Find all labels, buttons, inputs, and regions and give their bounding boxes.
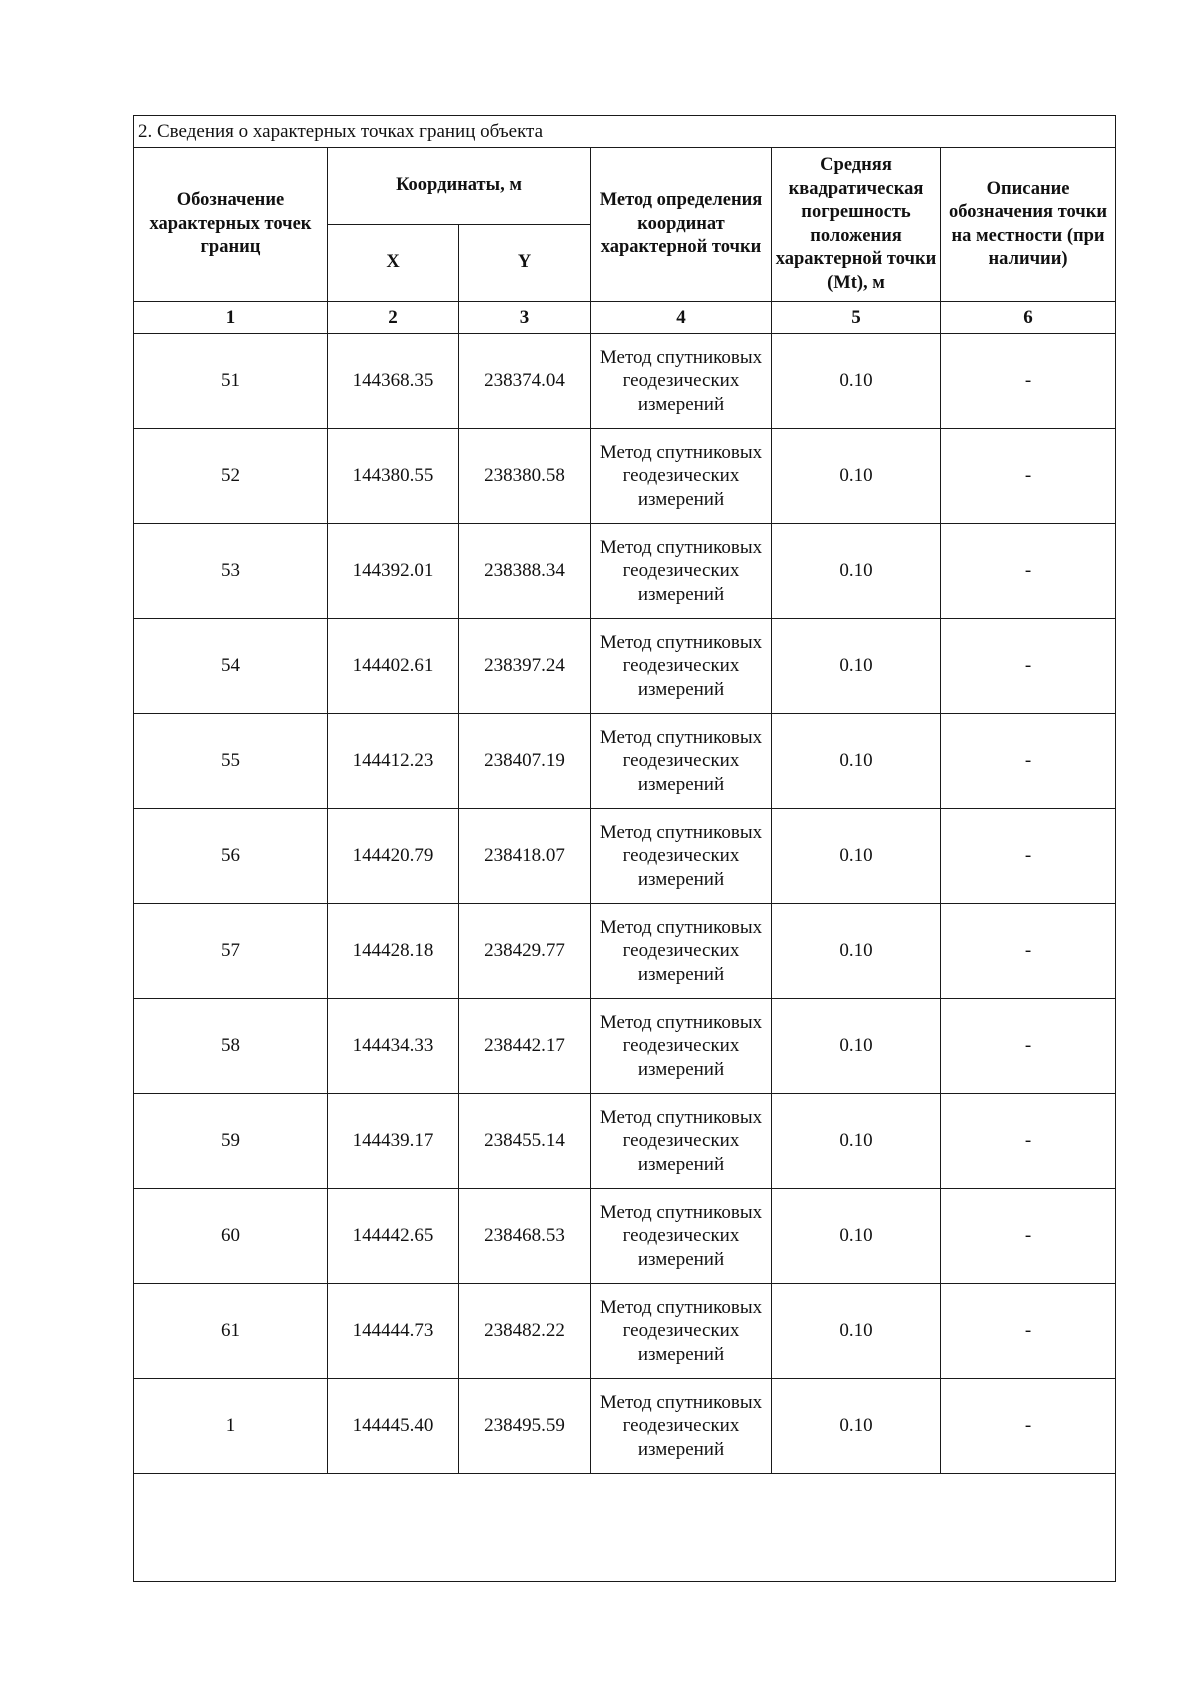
- error-cell: 0.10: [772, 429, 941, 524]
- point-cell: 54: [134, 619, 328, 714]
- header-x: X: [328, 225, 459, 302]
- table-row: [134, 904, 1116, 999]
- point-cell: 56: [134, 809, 328, 904]
- table-row: [134, 1189, 1116, 1284]
- x-coordinate-cell: 144412.23: [328, 714, 459, 809]
- table-row: [134, 1379, 1116, 1474]
- x-coordinate-cell: 144445.40: [328, 1379, 459, 1474]
- table-row: [134, 619, 1116, 714]
- header-y: Y: [459, 225, 591, 302]
- point-cell: 55: [134, 714, 328, 809]
- method-cell: Метод спутниковых геодезических измерений: [591, 334, 772, 429]
- error-cell: 0.10: [772, 809, 941, 904]
- y-coordinate-cell: 238495.59: [459, 1379, 591, 1474]
- point-cell: 58: [134, 999, 328, 1094]
- header-coordinates: Координаты, м: [328, 148, 591, 225]
- method-cell: Метод спутниковых геодезических измерений: [591, 1379, 772, 1474]
- error-cell: 0.10: [772, 334, 941, 429]
- column-number: 5: [772, 302, 941, 334]
- error-cell: 0.10: [772, 1189, 941, 1284]
- header-row-top: [134, 148, 1116, 225]
- method-cell: Метод спутниковых геодезических измерений: [591, 619, 772, 714]
- y-coordinate-cell: 238374.04: [459, 334, 591, 429]
- method-cell: Метод спутниковых геодезических измерений: [591, 904, 772, 999]
- description-cell: -: [941, 999, 1116, 1094]
- column-number: 4: [591, 302, 772, 334]
- header-error: Средняя квадратическая погрешность положения характерной точки (Mt), м: [772, 148, 941, 302]
- point-cell: 60: [134, 1189, 328, 1284]
- y-coordinate-cell: 238482.22: [459, 1284, 591, 1379]
- table-row: [134, 999, 1116, 1094]
- blank-footer-row: [134, 1474, 1116, 1582]
- error-cell: 0.10: [772, 1379, 941, 1474]
- description-cell: -: [941, 619, 1116, 714]
- section-title: 2. Сведения о характерных точках границ объекта: [134, 116, 1116, 148]
- x-coordinate-cell: 144428.18: [328, 904, 459, 999]
- description-cell: -: [941, 904, 1116, 999]
- y-coordinate-cell: 238468.53: [459, 1189, 591, 1284]
- description-cell: -: [941, 524, 1116, 619]
- description-cell: -: [941, 1284, 1116, 1379]
- method-cell: Метод спутниковых геодезических измерений: [591, 999, 772, 1094]
- column-number: 3: [459, 302, 591, 334]
- table-row: [134, 1284, 1116, 1379]
- section-title-row: [134, 116, 1116, 148]
- point-cell: 53: [134, 524, 328, 619]
- y-coordinate-cell: 238442.17: [459, 999, 591, 1094]
- description-cell: -: [941, 429, 1116, 524]
- table-row: [134, 334, 1116, 429]
- blank-footer-cell: [134, 1474, 1116, 1582]
- x-coordinate-cell: 144439.17: [328, 1094, 459, 1189]
- point-cell: 1: [134, 1379, 328, 1474]
- header-point: Обозначение характерных точек границ: [134, 148, 328, 302]
- x-coordinate-cell: 144402.61: [328, 619, 459, 714]
- method-cell: Метод спутниковых геодезических измерений: [591, 714, 772, 809]
- x-coordinate-cell: 144380.55: [328, 429, 459, 524]
- description-cell: -: [941, 714, 1116, 809]
- table-row: [134, 524, 1116, 619]
- error-cell: 0.10: [772, 1094, 941, 1189]
- x-coordinate-cell: 144442.65: [328, 1189, 459, 1284]
- point-cell: 59: [134, 1094, 328, 1189]
- error-cell: 0.10: [772, 619, 941, 714]
- method-cell: Метод спутниковых геодезических измерений: [591, 1094, 772, 1189]
- method-cell: Метод спутниковых геодезических измерений: [591, 1189, 772, 1284]
- x-coordinate-cell: 144420.79: [328, 809, 459, 904]
- error-cell: 0.10: [772, 999, 941, 1094]
- y-coordinate-cell: 238407.19: [459, 714, 591, 809]
- description-cell: -: [941, 1094, 1116, 1189]
- column-number: 6: [941, 302, 1116, 334]
- y-coordinate-cell: 238397.24: [459, 619, 591, 714]
- y-coordinate-cell: 238418.07: [459, 809, 591, 904]
- table-row: [134, 714, 1116, 809]
- point-cell: 61: [134, 1284, 328, 1379]
- x-coordinate-cell: 144444.73: [328, 1284, 459, 1379]
- x-coordinate-cell: 144392.01: [328, 524, 459, 619]
- error-cell: 0.10: [772, 524, 941, 619]
- method-cell: Метод спутниковых геодезических измерений: [591, 1284, 772, 1379]
- header-method: Метод определения координат характерной точки: [591, 148, 772, 302]
- column-number: 1: [134, 302, 328, 334]
- table-row: [134, 429, 1116, 524]
- method-cell: Метод спутниковых геодезических измерений: [591, 429, 772, 524]
- column-number-row: [134, 302, 1116, 334]
- table-row: [134, 809, 1116, 904]
- point-cell: 57: [134, 904, 328, 999]
- header-description: Описание обозначения точки на местности (при наличии): [941, 148, 1116, 302]
- description-cell: -: [941, 1379, 1116, 1474]
- y-coordinate-cell: 238455.14: [459, 1094, 591, 1189]
- method-cell: Метод спутниковых геодезических измерений: [591, 524, 772, 619]
- method-cell: Метод спутниковых геодезических измерений: [591, 809, 772, 904]
- y-coordinate-cell: 238388.34: [459, 524, 591, 619]
- error-cell: 0.10: [772, 1284, 941, 1379]
- x-coordinate-cell: 144434.33: [328, 999, 459, 1094]
- boundary-points-table: [133, 115, 1116, 1582]
- description-cell: -: [941, 809, 1116, 904]
- description-cell: -: [941, 1189, 1116, 1284]
- point-cell: 51: [134, 334, 328, 429]
- y-coordinate-cell: 238380.58: [459, 429, 591, 524]
- column-number: 2: [328, 302, 459, 334]
- error-cell: 0.10: [772, 904, 941, 999]
- y-coordinate-cell: 238429.77: [459, 904, 591, 999]
- point-cell: 52: [134, 429, 328, 524]
- x-coordinate-cell: 144368.35: [328, 334, 459, 429]
- error-cell: 0.10: [772, 714, 941, 809]
- description-cell: -: [941, 334, 1116, 429]
- table-row: [134, 1094, 1116, 1189]
